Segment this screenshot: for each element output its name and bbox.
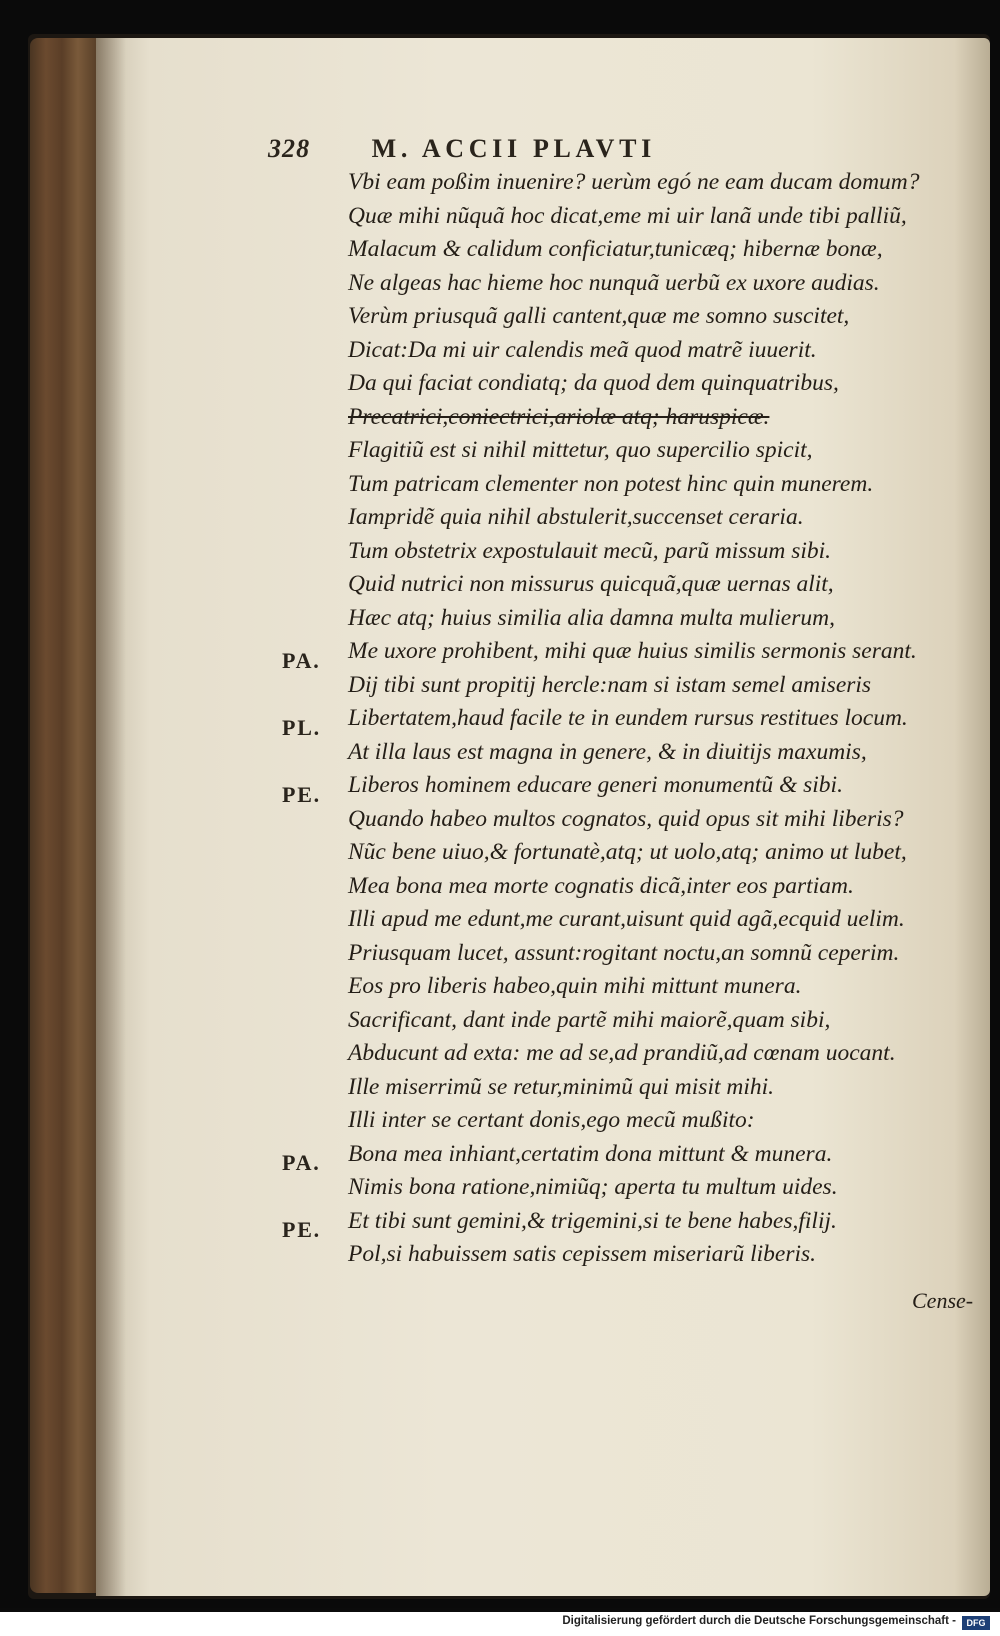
verse-line: Ne algeas hac hieme hoc nunquã uerbũ ex uxore audias.	[348, 269, 880, 296]
speaker-label: PA.	[282, 1150, 321, 1175]
verse-line: Quid nutrici non missurus quicquã,quæ uernas alit,	[348, 571, 834, 597]
spine-shadow	[96, 38, 126, 1596]
verse-line: Me uxore prohibent, mihi quæ huius similis sermonis serant.	[348, 638, 917, 664]
verse-line: Dicat:Da mi uir calendis meã quod matrẽ iuuerit.	[348, 336, 817, 363]
speaker-label: PL.	[282, 715, 321, 740]
verse-line: Vbi eam poßim inuenire? uerùm egó ne eam ducam domum?	[348, 169, 920, 195]
verse-line: Illi inter se certant donis,ego mecũ mußito:	[348, 1107, 755, 1133]
running-title: M. ACCII PLAVTI	[371, 134, 656, 163]
verse-line: Tum obstetrix expostulauit mecũ, parũ missum sibi.	[348, 537, 832, 564]
verse-line: Nũc bene uiuo,& fortunatè,atq; ut uolo,atq; animo ut lubet,	[348, 839, 907, 865]
verse-line: Pol,si habuissem satis cepissem miseriarũ liberis.	[348, 1241, 817, 1267]
speaker-label: PE.	[282, 782, 321, 807]
verse-line: Priusquam lucet, assunt:rogitant noctu,an somnũ ceperim.	[348, 939, 900, 966]
verse-line: Quando habeo multos cognatos, quid opus sit mihi liberis?	[348, 805, 904, 832]
verse-line: Abducunt ad exta: me ad se,ad prandiũ,ad cœnam uocant.	[348, 1040, 896, 1066]
catchword: Cense-	[912, 1288, 974, 1313]
verse-line: Bona mea inhiant,certatim dona mittunt & munera.	[348, 1140, 833, 1167]
verse-line: Ille miserrimũ se retur,minimũ qui misit mihi.	[348, 1073, 775, 1100]
verse-line: Quæ mihi nũquã hoc dicat,eme mi uir lanã unde tibi palliũ,	[348, 202, 907, 229]
dfg-logo: DFG	[962, 1616, 990, 1630]
speaker-label: PA.	[282, 648, 321, 673]
verse-line: Eos pro liberis habeo,quin mihi mittunt munera.	[348, 973, 802, 999]
verse-line: Illi apud me edunt,me curant,uisunt quid agã,ecquid uelim.	[348, 906, 905, 932]
verse-line: Verùm priusquã galli cantent,quæ me somno suscitet,	[348, 303, 850, 329]
verse-line: Sacrificant, dant inde partẽ mihi maiorẽ,quam sibi,	[348, 1006, 831, 1033]
verse-line: Da qui faciat condiatq; da quod dem quinquatribus,	[348, 370, 839, 396]
verse-line: Et tibi sunt gemini,& trigemini,si te bene habes,filij.	[348, 1207, 837, 1234]
verse-line: Libertatem,haud facile te in eundem rursus restitues locum.	[348, 705, 908, 731]
verse-line: Mea bona mea morte cognatis dicã,inter eos partiam.	[348, 872, 854, 899]
running-head	[268, 134, 656, 164]
footer-credit: Digitalisierung gefördert durch die Deutsche Forschungsgemeinschaft -	[562, 1615, 956, 1627]
verse-line: Liberos hominem educare generi monumentũ & sibi.	[348, 772, 843, 798]
speaker-label: PE.	[282, 1217, 321, 1242]
verse-line: Flagitiũ est si nihil mittetur, quo supercilio spicit,	[348, 437, 813, 463]
page-number: 328	[268, 134, 311, 163]
verse-line: Malacum & calidum conficiatur,tunicæq; hibernæ bonæ,	[348, 236, 883, 262]
verse-line: Tum patricam clementer non potest hinc quin munerem.	[348, 470, 874, 497]
verse-line: Iampridẽ quia nihil abstulerit,succenset ceraria.	[348, 504, 804, 530]
verse-line: Dij tibi sunt propitij hercle:nam si istam semel amiseris	[348, 671, 872, 698]
verse-line: Nimis bona ratione,nimiũq; aperta tu multum uides.	[348, 1174, 838, 1200]
digitization-footer	[0, 1612, 1000, 1636]
verse-text	[348, 166, 988, 1272]
verse-line: At illa laus est magna in genere, & in diuitijs maxumis,	[348, 738, 867, 765]
verse-line: Hæc atq; huius similia alia damna multa mulierum,	[348, 604, 835, 631]
struck-through-line: Precatrici,coniectrici,ariolæ atq; haruspicæ.	[348, 403, 770, 430]
